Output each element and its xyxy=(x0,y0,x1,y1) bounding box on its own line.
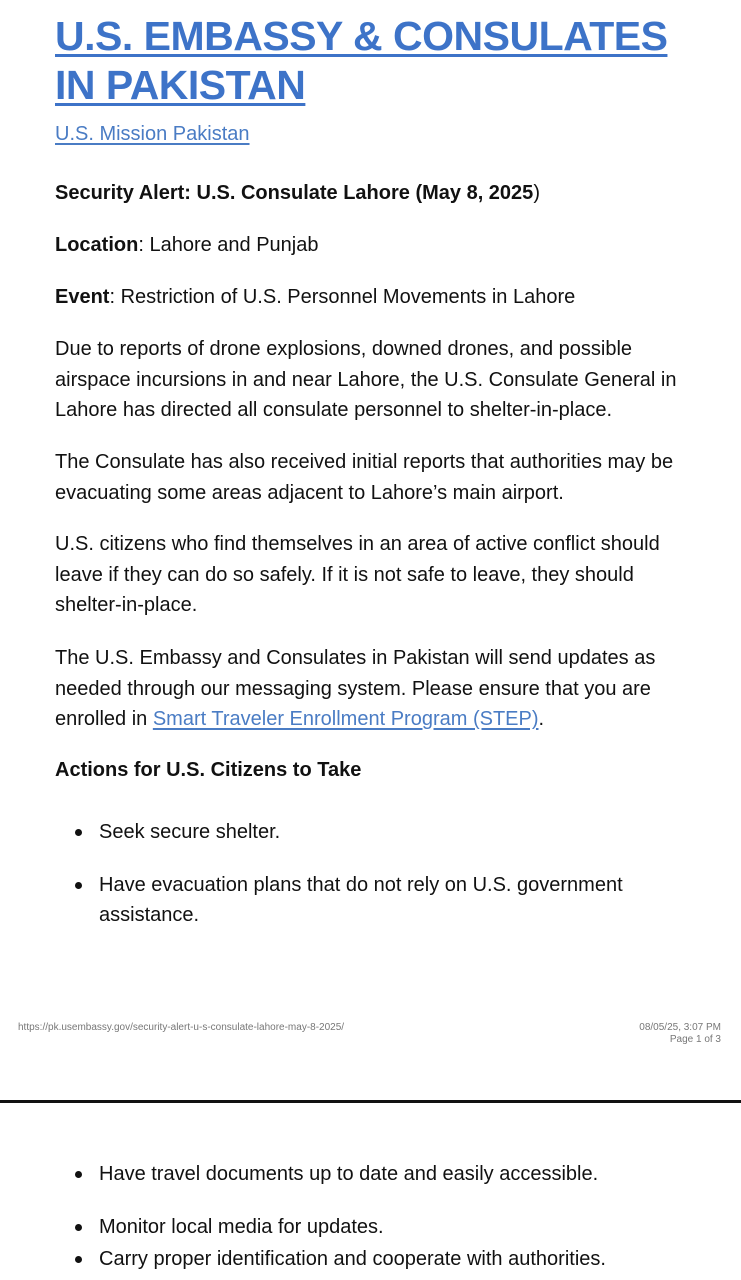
paragraph-drone-reports: Due to reports of drone explosions, downed drones, and possible airspace incursions in and near Lahore, the U.S. Consulate General in Lahore has directed all consulate personnel to shelter-in-place. xyxy=(55,338,677,421)
list-item xyxy=(55,817,675,848)
paragraph-embassy-suffix: . xyxy=(538,708,545,730)
paragraph-embassy-text: The U.S. Embassy and Consulates in Pakistan will send updates as needed through our messaging system. Please ensure that you are enrolled in xyxy=(55,647,656,730)
list-item-text: Carry proper identification and cooperate with authorities. xyxy=(99,1248,606,1270)
bullet-icon xyxy=(75,1256,82,1263)
actions-list-page-2 xyxy=(55,1159,675,1275)
site-title-link[interactable]: U.S. EMBASSY & CONSULATES IN PAKISTAN xyxy=(55,13,668,108)
bullet-icon xyxy=(75,882,82,889)
list-item xyxy=(55,1159,675,1190)
alert-heading-close: ) xyxy=(533,182,540,204)
footer-url: https://pk.usembassy.gov/security-alert-u-s-consulate-lahore-may-8-2025/ xyxy=(18,1022,345,1033)
location-value: : Lahore and Punjab xyxy=(138,234,319,256)
list-item-text: Have travel documents up to date and easily accessible. xyxy=(99,1163,599,1185)
bullet-icon xyxy=(75,1224,82,1231)
paragraph-evacuation-reports: The Consulate has also received initial reports that authorities may be evacuating some areas adjacent to Lahore’s main airport. xyxy=(55,451,674,504)
list-item xyxy=(55,1244,675,1275)
actions-list-page-1 xyxy=(55,817,675,931)
list-item-text: Seek secure shelter. xyxy=(99,821,281,843)
event-label: Event xyxy=(55,286,110,308)
alert-heading xyxy=(55,178,540,209)
list-item xyxy=(55,1212,675,1243)
footer-meta xyxy=(639,1022,721,1046)
list-item-text: Monitor local media for updates. xyxy=(99,1215,384,1238)
list-item-text: Have evacuation plans that do not rely on U.S. government assistance. xyxy=(99,873,623,926)
footer-datetime: 08/05/25, 3:07 PM xyxy=(639,1022,721,1033)
location-label: Location xyxy=(55,234,139,256)
footer-page-number: Page 1 of 3 xyxy=(669,1034,721,1045)
list-item xyxy=(55,870,675,931)
actions-heading: Actions for U.S. Citizens to Take xyxy=(55,759,362,781)
alert-heading-text: Security Alert: U.S. Consulate Lahore (May 8, 2025 xyxy=(55,182,534,204)
paragraph-citizens-advice: U.S. citizens who find themselves in an area of active conflict should leave if they can do so safely. If it is not safe to leave, they should shelter-in-place. xyxy=(55,533,660,616)
document-page-2 xyxy=(0,1103,741,1280)
location-line xyxy=(55,230,319,261)
event-value: : Restriction of U.S. Personnel Movements in Lahore xyxy=(109,286,576,308)
step-enrollment-link[interactable]: Smart Traveler Enrollment Program (STEP) xyxy=(152,708,539,730)
mission-pakistan-link[interactable]: U.S. Mission Pakistan xyxy=(55,123,250,145)
page-content xyxy=(55,12,695,926)
bullet-icon xyxy=(75,1171,82,1178)
bullet-icon xyxy=(75,829,82,836)
event-line xyxy=(55,282,575,313)
paragraph-embassy-updates xyxy=(55,643,685,735)
